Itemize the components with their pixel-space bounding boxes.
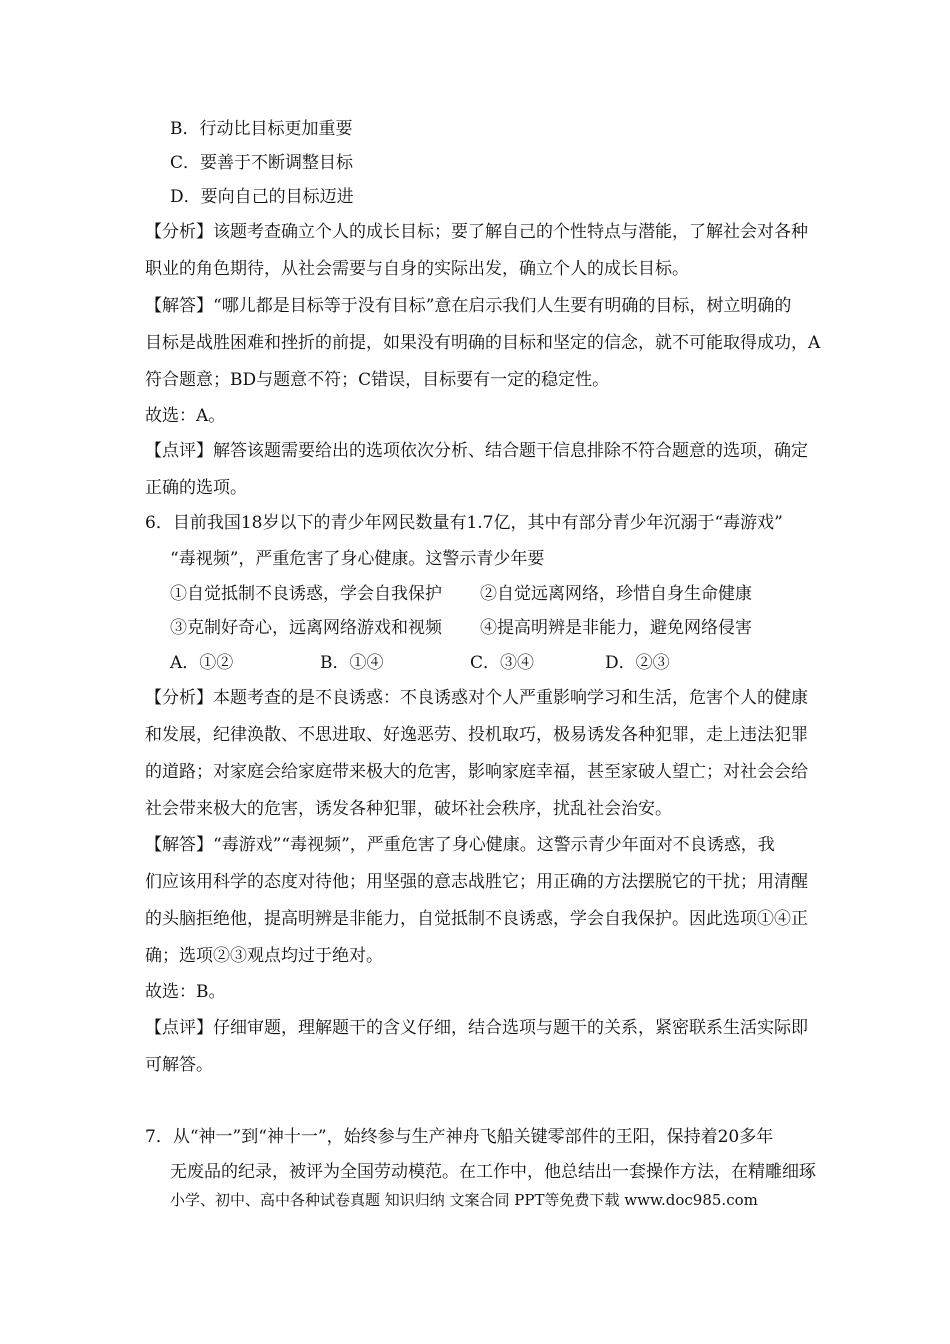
q6-choice: 故选：B。	[145, 982, 226, 1002]
q6-choice-b: B．①④	[320, 653, 384, 673]
q5-answer-line-1: 【解答】“哪儿都是目标等于没有目标”意在启示我们人生要有明确的目标，树立明确的	[145, 296, 792, 316]
q5-choice: 故选：A。	[145, 406, 226, 426]
q6-answer-line-4: 确；选项②③观点均过于绝对。	[145, 946, 383, 966]
q7-stem-line-2: 无废品的纪录，被评为全国劳动模范。在工作中，他总结出一套操作方法，在精雕细琢	[170, 1162, 816, 1182]
q6-statement-4: ④提高明辨是非能力，避免网络侵害	[480, 618, 752, 638]
q5-answer-line-3: 符合题意；BD与题意不符；C错误，目标要有一定的稳定性。	[145, 370, 610, 390]
q6-comment-line-1: 【点评】仔细审题，理解题干的含义仔细，结合选项与题干的关系，紧密联系生活实际即	[145, 1018, 808, 1038]
q6-stem-line-2: “毒视频”，严重危害了身心健康。这警示青少年要	[170, 549, 545, 569]
q5-comment-line-1: 【点评】解答该题需要给出的选项依次分析、结合题干信息排除不符合题意的选项，确定	[145, 441, 808, 461]
q6-answer-line-2: 们应该用科学的态度对待他；用坚强的意志战胜它；用正确的方法摆脱它的干扰；用清醒	[145, 872, 808, 892]
q5-option-d: D．要向自己的目标迈进	[170, 187, 354, 207]
q6-stem-line-1: 6．目前我国18岁以下的青少年网民数量有1.7亿，其中有部分青少年沉溺于“毒游戏”	[145, 513, 783, 533]
q6-choice-d: D．②③	[605, 653, 670, 673]
q6-statement-3: ③克制好奇心，远离网络游戏和视频	[170, 618, 442, 638]
page-footer: 小学、初中、高中各种试卷真题 知识归纳 文案合同 PPT等免费下载 www.doc985.com	[170, 1191, 758, 1209]
q6-analysis-line-3: 的道路；对家庭会给家庭带来极大的危害，影响家庭幸福，甚至家破人望亡；对社会会给	[145, 762, 808, 782]
q5-option-c: C．要善于不断调整目标	[170, 153, 354, 173]
q5-option-b: B．行动比目标更加重要	[170, 119, 353, 139]
q6-choice-a: A．①②	[170, 653, 234, 673]
q6-analysis-line-2: 和发展，纪律涣散、不思进取、好逸恶劳、投机取巧，极易诱发各种犯罪，走上违法犯罪	[145, 725, 808, 745]
q5-comment-line-2: 正确的选项。	[145, 478, 247, 498]
q6-answer-line-3: 的头脑拒绝他，提高明辨是非能力，自觉抵制不良诱惑，学会自我保护。因此选项①④正	[145, 909, 808, 929]
q6-analysis-line-1: 【分析】本题考查的是不良诱惑：不良诱惑对个人严重影响学习和生活，危害个人的健康	[145, 688, 808, 708]
q5-analysis-line-1: 【分析】该题考查确立个人的成长目标；要了解自己的个性特点与潜能，了解社会对各种	[145, 222, 808, 242]
q5-answer-line-2: 目标是战胜困难和挫折的前提，如果没有明确的目标和坚定的信念，就不可能取得成功，A	[145, 333, 821, 353]
q6-statement-2: ②自觉远离网络，珍惜自身生命健康	[480, 584, 752, 604]
q7-stem-line-1: 7．从“神一”到“神十一”，始终参与生产神舟飞船关键零部件的王阳，保持着20多年	[145, 1127, 774, 1147]
q6-answer-line-1: 【解答】“毒游戏”“毒视频”，严重危害了身心健康。这警示青少年面对不良诱惑，我	[145, 835, 775, 855]
q5-analysis-line-2: 职业的角色期待，从社会需要与自身的实际出发，确立个人的成长目标。	[145, 259, 689, 279]
q6-statement-1: ①自觉抵制不良诱惑，学会自我保护	[170, 584, 442, 604]
q6-comment-line-2: 可解答。	[145, 1055, 213, 1075]
q6-analysis-line-4: 社会带来极大的危害，诱发各种犯罪，破坏社会秩序，扰乱社会治安。	[145, 799, 672, 819]
q6-choice-c: C．③④	[470, 653, 535, 673]
